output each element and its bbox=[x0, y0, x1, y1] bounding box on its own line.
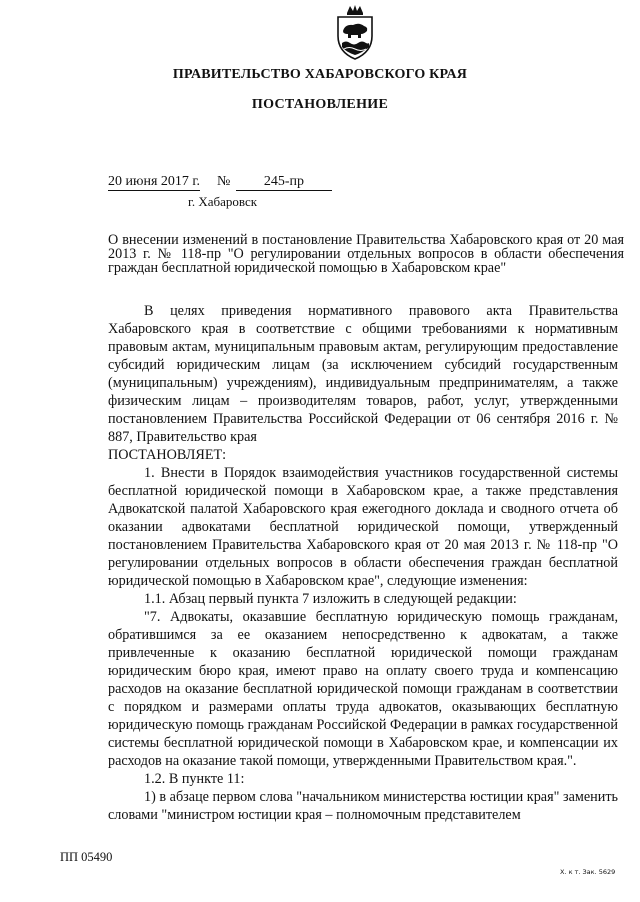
item-1-2-paragraph: 1.2. В пункте 11: bbox=[144, 771, 245, 787]
document-code: ПП 05490 bbox=[60, 850, 113, 864]
date-number-line bbox=[108, 174, 332, 191]
document-title: О внесении изменений в постановление Правительства Хабаровского края от 20 мая 2013 г. № 118-пр "О регулировании отдельных вопросов в области обеспечения граждан бесплатной юридической помощью в Хабаровском крае" bbox=[108, 232, 624, 276]
document-type-title: ПОСТАНОВЛЕНИЕ bbox=[251, 97, 389, 112]
number-label: № bbox=[217, 174, 231, 189]
resolves-heading: ПОСТАНОВЛЯЕТ: bbox=[108, 447, 227, 463]
document-date: 20 июня 2017 г. bbox=[108, 174, 201, 189]
item-7-quote-paragraph: "7. Адвокаты, оказавшие бесплатную юридическую помощь гражданам, обратившимся за ее оказанием непосредственно к адвокатам, а также привлеченные к оказанию бесплатной юридической помощи гражданам юридическим бюро края, имеют право на оплату своего труда и компенсацию расходов на оказание бесплатной юридической помощи гражданам в соответствии с порядком и размерами оплаты труда адвокатов, оказывающих бесплатную юридическую помощь гражданам Российской Федерации в рамках государственной системы бесплатной юридической помощи в Хабаровском крае, и компенсации их расходов на оказание такой помощи, утвержденными Правительством края.". bbox=[108, 609, 618, 769]
preamble-paragraph: В целях приведения нормативного правового акта Правительства Хабаровского края в соответствие с общими требованиями к нормативным правовым актам, муниципальным правовым актам, регулирующим предоставление субсидий юридическим лицам (за исключением субсидий государственным (муниципальным) учреждениям), индивидуальным предпринимателям, а также физическим лицам – производителям товаров, работ, услуг, утвержденными постановлением Правительства Российской Федерации от 06 сентября 2016 г. № 887, Правительство края bbox=[108, 303, 618, 445]
coat-of-arms-icon bbox=[331, 4, 379, 62]
print-mark: Х. к т. Зак. 5629 bbox=[560, 868, 616, 876]
city-name: г. Хабаровск bbox=[188, 194, 258, 209]
organization-title: ПРАВИТЕЛЬСТВО ХАБАРОВСКОГО КРАЯ bbox=[172, 67, 468, 82]
document-body bbox=[108, 302, 618, 824]
item-1-paragraph: 1. Внести в Порядок взаимодействия участников государственной системы бесплатной юридической помощи в Хабаровском крае, а также представления Адвокатской палатой Хабаровского края ежегодного доклада и сводного отчета об оказании адвокатами бесплатной юридической помощи, утвержденный постановлением Правительства Хабаровского края от 20 мая 2013 г. № 118-пр "О регулировании отдельных вопросов в области обеспечения граждан бесплатной юридической помощью в Хабаровском крае", следующие изменения: bbox=[108, 465, 618, 589]
item-1-1-paragraph: 1.1. Абзац первый пункта 7 изложить в следующей редакции: bbox=[144, 591, 517, 607]
document-number: 245-пр bbox=[236, 175, 332, 191]
item-1-2-1-paragraph: 1) в абзаце первом слова "начальником министерства юстиции края" заменить словами "министром юстиции края – полномочным представителем bbox=[108, 789, 618, 823]
